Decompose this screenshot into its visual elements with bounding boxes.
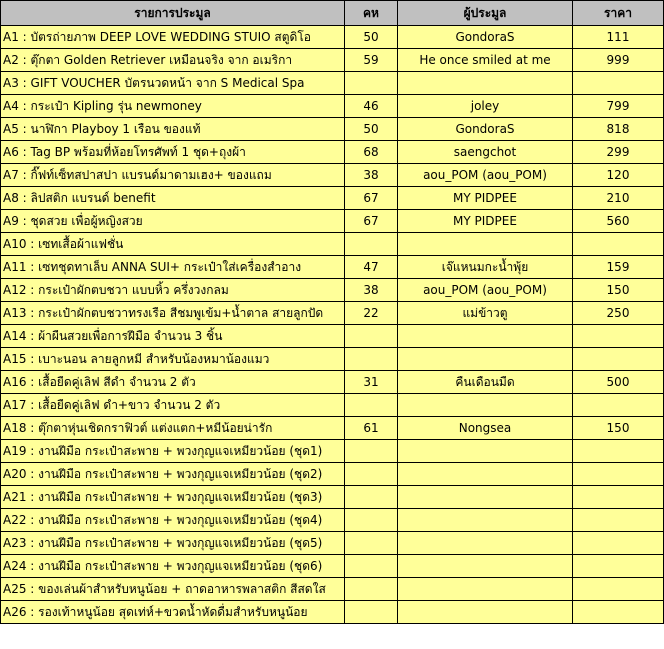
price-cell[interactable]: 999 bbox=[573, 49, 664, 72]
table-row[interactable] bbox=[1, 187, 664, 210]
count-cell[interactable] bbox=[345, 555, 398, 578]
table-row[interactable] bbox=[1, 578, 664, 601]
item-cell[interactable]: A23 : งานฝีมือ กระเป๋าสะพาย + พวงกุญแจเหมียวน้อย (ชุด5) bbox=[1, 532, 345, 555]
item-cell[interactable]: A22 : งานฝีมือ กระเป๋าสะพาย + พวงกุญแจเหมียวน้อย (ชุด4) bbox=[1, 509, 345, 532]
item-cell[interactable]: A3 : GIFT VOUCHER บัตรนวดหน้า จาก S Medical Spa bbox=[1, 72, 345, 95]
bidder-cell[interactable]: MY PIDPEE bbox=[398, 187, 573, 210]
price-cell[interactable]: 111 bbox=[573, 26, 664, 49]
bidder-cell[interactable]: aou_POM (aou_POM) bbox=[398, 164, 573, 187]
header-bidder: ผู้ประมูล bbox=[398, 1, 573, 26]
item-cell[interactable]: A18 : ตุ๊กตาหุ่นเชิดกราฟิวต์ แต่งแตก+หมีน้อยน่ารัก bbox=[1, 417, 345, 440]
count-cell[interactable]: 61 bbox=[345, 417, 398, 440]
count-cell[interactable]: 67 bbox=[345, 210, 398, 233]
count-cell[interactable]: 59 bbox=[345, 49, 398, 72]
count-cell[interactable] bbox=[345, 72, 398, 95]
price-cell[interactable] bbox=[573, 348, 664, 371]
price-cell[interactable]: 159 bbox=[573, 256, 664, 279]
table-row[interactable] bbox=[1, 486, 664, 509]
bidder-cell[interactable] bbox=[398, 348, 573, 371]
count-cell[interactable]: 31 bbox=[345, 371, 398, 394]
table-row[interactable] bbox=[1, 95, 664, 118]
header-price: ราคา bbox=[573, 1, 664, 26]
bidder-cell[interactable]: MY PIDPEE bbox=[398, 210, 573, 233]
table-row[interactable] bbox=[1, 164, 664, 187]
table-row[interactable] bbox=[1, 302, 664, 325]
price-cell[interactable]: 150 bbox=[573, 279, 664, 302]
price-cell[interactable] bbox=[573, 486, 664, 509]
price-cell[interactable] bbox=[573, 72, 664, 95]
bidder-cell[interactable] bbox=[398, 532, 573, 555]
table-row[interactable] bbox=[1, 394, 664, 417]
price-cell[interactable]: 150 bbox=[573, 417, 664, 440]
item-cell[interactable]: A2 : ตุ๊กตา Golden Retriever เหมือนจริง จาก อเมริกา bbox=[1, 49, 345, 72]
table-row[interactable] bbox=[1, 601, 664, 624]
count-cell[interactable] bbox=[345, 486, 398, 509]
item-cell[interactable]: A26 : รองเท้าหนูน้อย สุดเท่ห์+ขวดน้ำหัดดื่มสำหรับหนูน้อย bbox=[1, 601, 345, 624]
table-row[interactable] bbox=[1, 256, 664, 279]
price-cell[interactable] bbox=[573, 440, 664, 463]
bidder-cell[interactable] bbox=[398, 486, 573, 509]
bidder-cell[interactable]: saengchot bbox=[398, 141, 573, 164]
table-row[interactable] bbox=[1, 509, 664, 532]
bidder-cell[interactable]: แม่ข้าวตู bbox=[398, 302, 573, 325]
table-row[interactable] bbox=[1, 463, 664, 486]
bidder-cell[interactable]: คืนเดือนมืด bbox=[398, 371, 573, 394]
item-cell[interactable]: A24 : งานฝีมือ กระเป๋าสะพาย + พวงกุญแจเหมียวน้อย (ชุด6) bbox=[1, 555, 345, 578]
bidder-cell[interactable]: GondoraS bbox=[398, 118, 573, 141]
price-cell[interactable] bbox=[573, 578, 664, 601]
count-cell[interactable]: 50 bbox=[345, 26, 398, 49]
price-cell[interactable] bbox=[573, 233, 664, 256]
item-cell[interactable]: A4 : กระเป๋า Kipling รุ่น newmoney bbox=[1, 95, 345, 118]
item-cell[interactable]: A16 : เสื้อยืดคู่เลิฟ สีดำ จำนวน 2 ตัว bbox=[1, 371, 345, 394]
price-cell[interactable] bbox=[573, 394, 664, 417]
price-cell[interactable]: 560 bbox=[573, 210, 664, 233]
item-cell[interactable]: A13 : กระเป๋าผักตบชวาทรงเรือ สีชมพูเข้ม+น้ำตาล สายลูกปัด bbox=[1, 302, 345, 325]
price-cell[interactable]: 250 bbox=[573, 302, 664, 325]
table-row[interactable] bbox=[1, 555, 664, 578]
item-cell[interactable]: A11 : เซทชุดทาเล็บ ANNA SUI+ กระเป๋าใส่เครื่องสำอาง bbox=[1, 256, 345, 279]
item-cell[interactable]: A7 : กิ๊ฟท์เซ็ทสปาสปา แบรนด์มาดามเฮง+ ของแถม bbox=[1, 164, 345, 187]
bidder-cell[interactable]: GondoraS bbox=[398, 26, 573, 49]
item-cell[interactable]: A9 : ชุดสวย เพื่อผู้หญิงสวย bbox=[1, 210, 345, 233]
item-cell[interactable]: A6 : Tag BP พร้อมที่ห้อยโทรศัพท์ 1 ชุด+ถุงผ้า bbox=[1, 141, 345, 164]
bidder-cell[interactable] bbox=[398, 509, 573, 532]
price-cell[interactable]: 210 bbox=[573, 187, 664, 210]
price-cell[interactable] bbox=[573, 325, 664, 348]
price-cell[interactable]: 799 bbox=[573, 95, 664, 118]
item-cell[interactable]: A17 : เสื้อยืดคู่เลิฟ ดำ+ขาว จำนวน 2 ตัว bbox=[1, 394, 345, 417]
count-cell[interactable]: 22 bbox=[345, 302, 398, 325]
price-cell[interactable]: 500 bbox=[573, 371, 664, 394]
item-cell[interactable]: A20 : งานฝีมือ กระเป๋าสะพาย + พวงกุญแจเหมียวน้อย (ชุด2) bbox=[1, 463, 345, 486]
bidder-cell[interactable]: Nongsea bbox=[398, 417, 573, 440]
item-cell[interactable]: A14 : ผ้าผืนสวยเพื่อการฝีมือ จำนวน 3 ชิ้น bbox=[1, 325, 345, 348]
bidder-cell[interactable]: joley bbox=[398, 95, 573, 118]
bidder-cell[interactable] bbox=[398, 440, 573, 463]
bidder-cell[interactable] bbox=[398, 72, 573, 95]
header-count: คห bbox=[345, 1, 398, 26]
table-row[interactable] bbox=[1, 210, 664, 233]
bidder-cell[interactable] bbox=[398, 578, 573, 601]
count-cell[interactable]: 68 bbox=[345, 141, 398, 164]
count-cell[interactable]: 50 bbox=[345, 118, 398, 141]
count-cell[interactable]: 46 bbox=[345, 95, 398, 118]
table-body bbox=[1, 26, 664, 624]
count-cell[interactable] bbox=[345, 463, 398, 486]
count-cell[interactable] bbox=[345, 532, 398, 555]
table-row[interactable] bbox=[1, 417, 664, 440]
table-row[interactable] bbox=[1, 26, 664, 49]
item-cell[interactable]: A21 : งานฝีมือ กระเป๋าสะพาย + พวงกุญแจเหมียวน้อย (ชุด3) bbox=[1, 486, 345, 509]
table-row[interactable] bbox=[1, 49, 664, 72]
price-cell[interactable]: 818 bbox=[573, 118, 664, 141]
table-row[interactable] bbox=[1, 118, 664, 141]
price-cell[interactable]: 120 bbox=[573, 164, 664, 187]
price-cell[interactable] bbox=[573, 601, 664, 624]
count-cell[interactable] bbox=[345, 578, 398, 601]
bidder-cell[interactable] bbox=[398, 394, 573, 417]
bidder-cell[interactable] bbox=[398, 463, 573, 486]
table-row[interactable] bbox=[1, 279, 664, 302]
bidder-cell[interactable] bbox=[398, 233, 573, 256]
item-cell[interactable]: A5 : นาฬิกา Playboy 1 เรือน ของแท้ bbox=[1, 118, 345, 141]
price-cell[interactable] bbox=[573, 532, 664, 555]
header-item: รายการประมูล bbox=[1, 1, 345, 26]
count-cell[interactable]: 67 bbox=[345, 187, 398, 210]
price-cell[interactable]: 299 bbox=[573, 141, 664, 164]
price-cell[interactable] bbox=[573, 463, 664, 486]
table-row[interactable] bbox=[1, 325, 664, 348]
item-cell[interactable]: A12 : กระเป๋าผักตบชวา แบบหิ้ว ครึ่งวงกลม bbox=[1, 279, 345, 302]
count-cell[interactable] bbox=[345, 440, 398, 463]
count-cell[interactable] bbox=[345, 348, 398, 371]
bidder-cell[interactable] bbox=[398, 325, 573, 348]
table-row[interactable] bbox=[1, 440, 664, 463]
table-row[interactable] bbox=[1, 141, 664, 164]
item-cell[interactable]: A25 : ของเล่นผ้าสำหรับหนูน้อย + ถาดอาหารพลาสติก สีสดใส bbox=[1, 578, 345, 601]
header-row bbox=[1, 1, 664, 26]
count-cell[interactable]: 47 bbox=[345, 256, 398, 279]
bidder-cell[interactable]: He once smiled at me bbox=[398, 49, 573, 72]
bidder-cell[interactable] bbox=[398, 601, 573, 624]
table-header bbox=[1, 1, 664, 26]
bidder-cell[interactable] bbox=[398, 555, 573, 578]
count-cell[interactable]: 38 bbox=[345, 279, 398, 302]
table-row[interactable] bbox=[1, 348, 664, 371]
item-cell[interactable]: A1 : บัตรถ่ายภาพ DEEP LOVE WEDDING STUIO สตูดิโอ bbox=[1, 26, 345, 49]
item-cell[interactable]: A19 : งานฝีมือ กระเป๋าสะพาย + พวงกุญแจเหมียวน้อย (ชุด1) bbox=[1, 440, 345, 463]
table-row[interactable] bbox=[1, 72, 664, 95]
table-row[interactable] bbox=[1, 532, 664, 555]
item-cell[interactable]: A15 : เบาะนอน ลายลูกหมี สำหรับน้องหมาน้องแมว bbox=[1, 348, 345, 371]
price-cell[interactable] bbox=[573, 555, 664, 578]
count-cell[interactable] bbox=[345, 394, 398, 417]
table-row[interactable] bbox=[1, 371, 664, 394]
count-cell[interactable] bbox=[345, 509, 398, 532]
count-cell[interactable] bbox=[345, 325, 398, 348]
count-cell[interactable]: 38 bbox=[345, 164, 398, 187]
table-row[interactable] bbox=[1, 233, 664, 256]
bidder-cell[interactable]: เจ๊แหนมกะน้ำพุ้ย bbox=[398, 256, 573, 279]
bidder-cell[interactable]: aou_POM (aou_POM) bbox=[398, 279, 573, 302]
count-cell[interactable] bbox=[345, 233, 398, 256]
count-cell[interactable] bbox=[345, 601, 398, 624]
price-cell[interactable] bbox=[573, 509, 664, 532]
item-cell[interactable]: A8 : ลิปสติก แบรนด์ benefit bbox=[1, 187, 345, 210]
item-cell[interactable]: A10 : เซทเสื้อผ้าแฟชั่น bbox=[1, 233, 345, 256]
